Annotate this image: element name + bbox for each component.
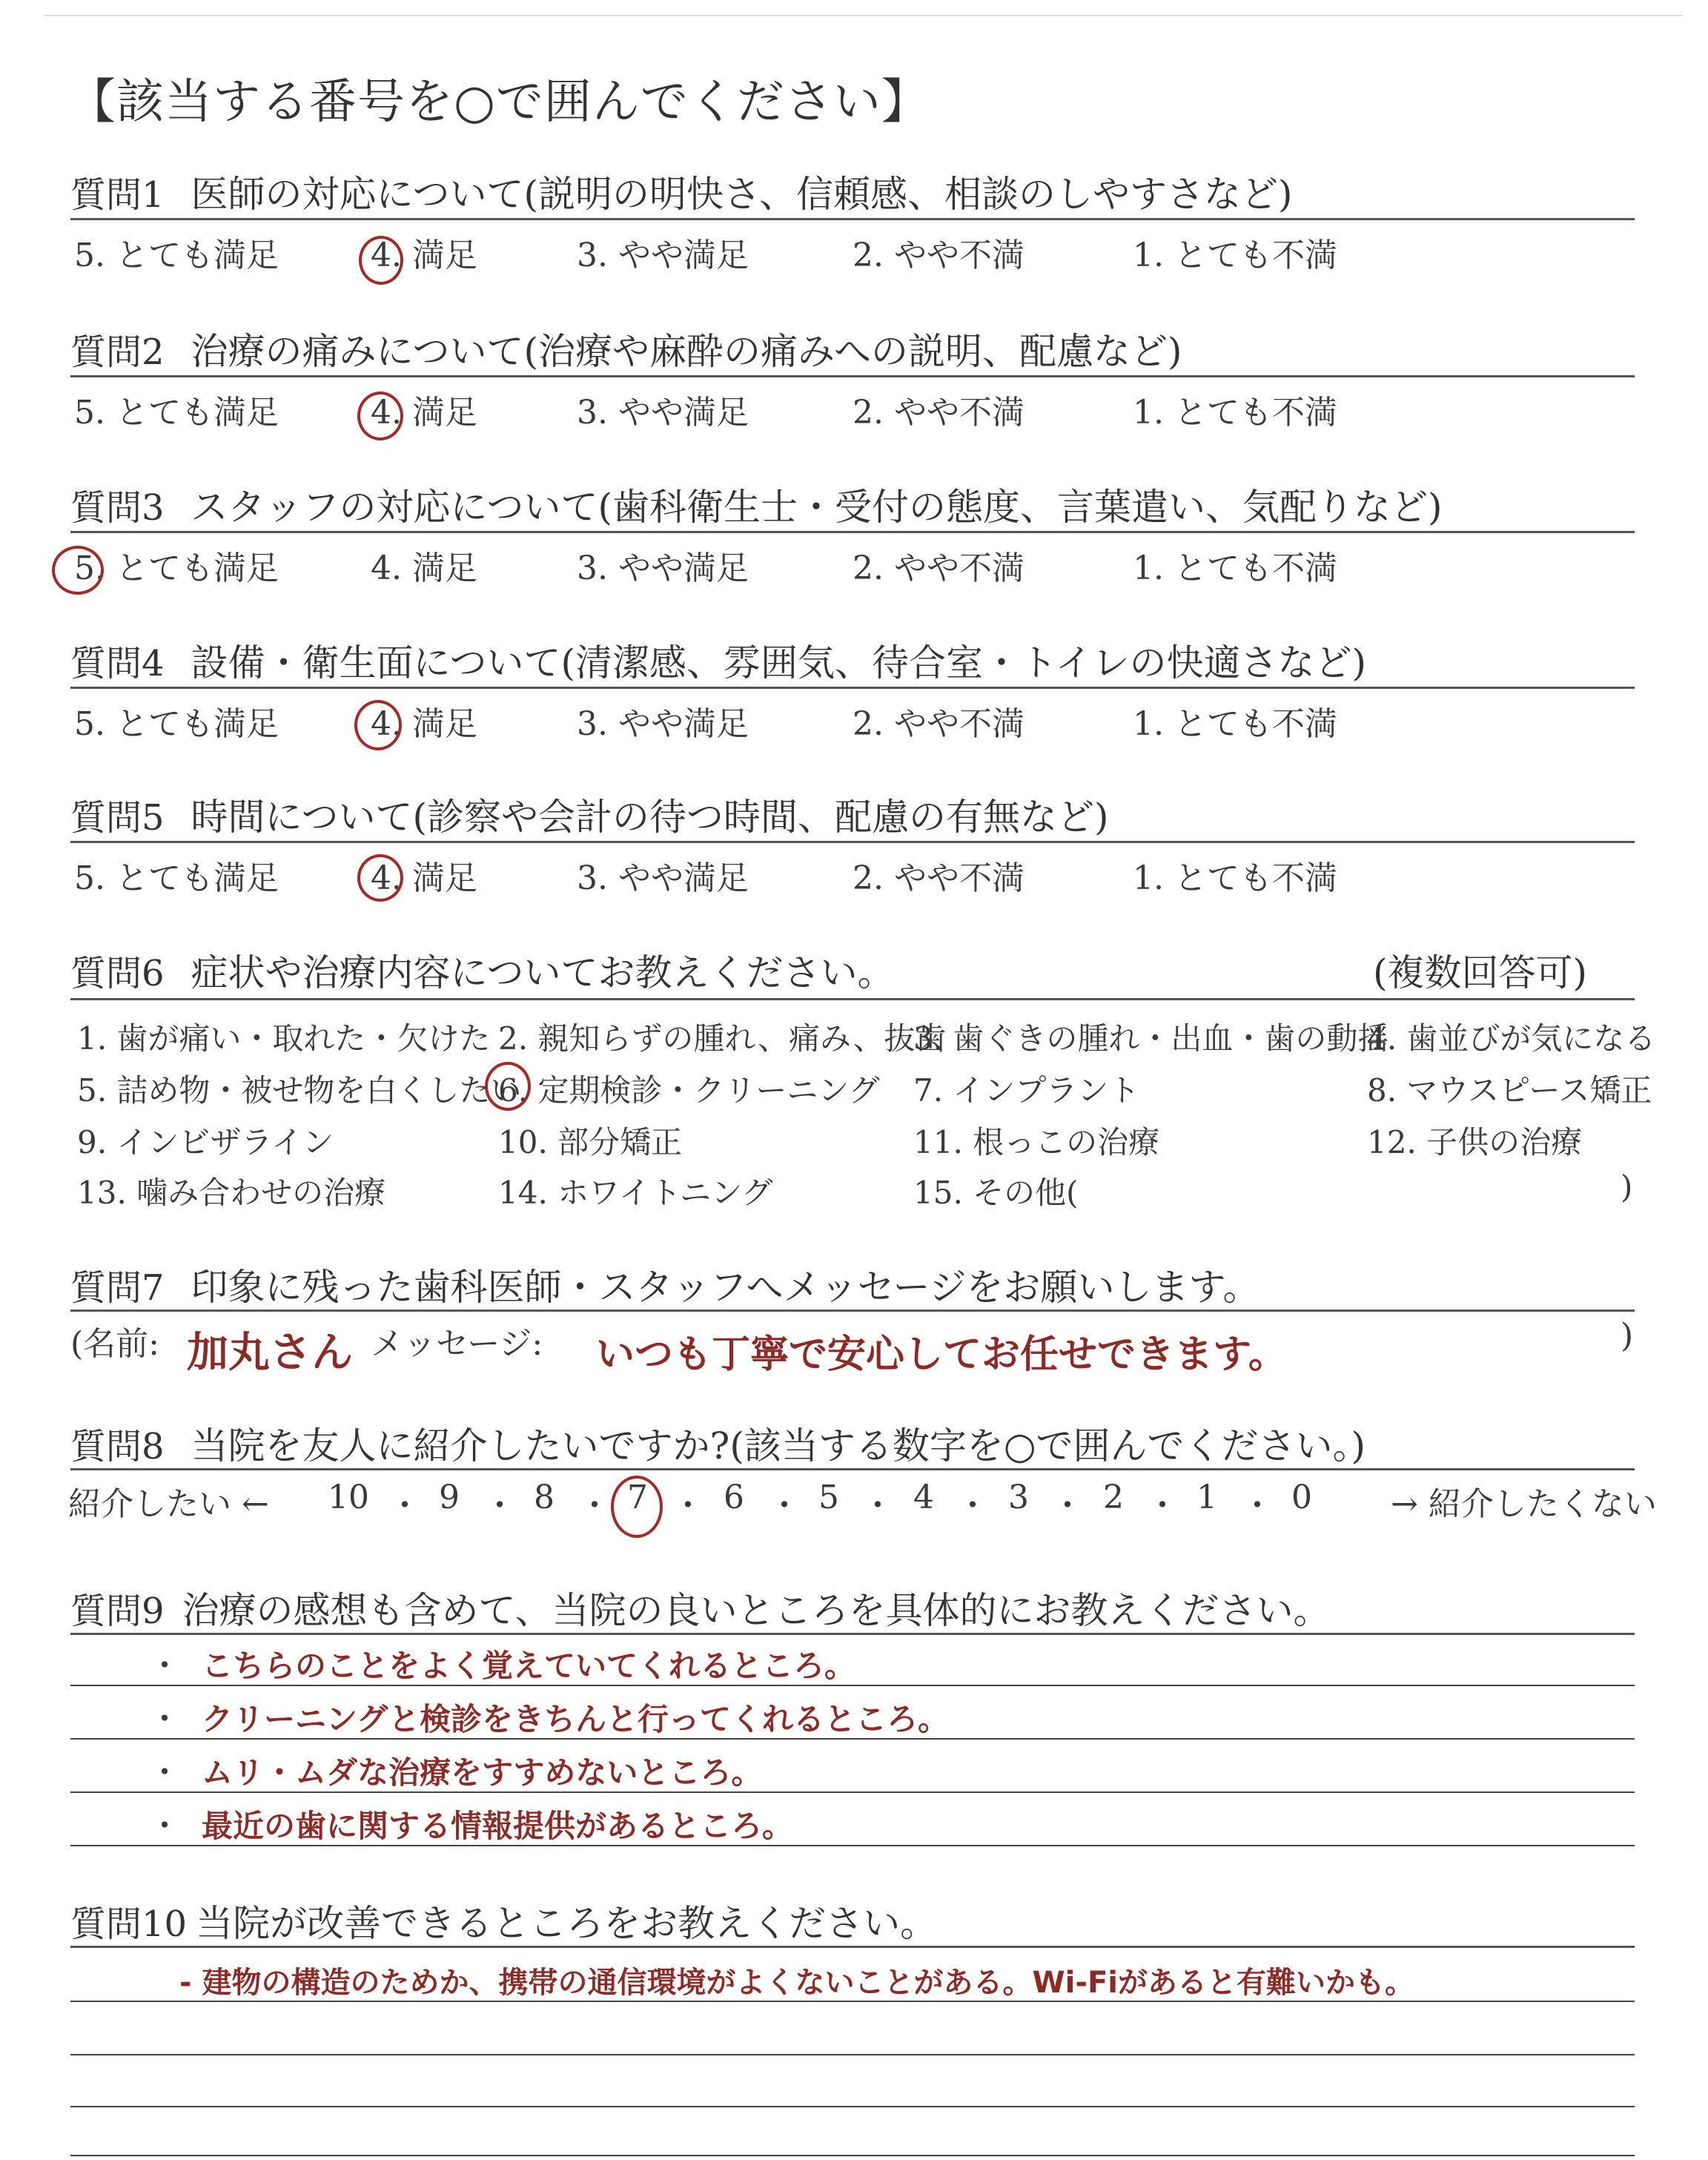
q6-option-13[interactable]: 13. 噛み合わせの治療 bbox=[77, 1175, 386, 1211]
question-7-rule bbox=[70, 1309, 1635, 1312]
question-7-heading bbox=[70, 1258, 1260, 1311]
question-1-label: 質問1 bbox=[70, 174, 165, 216]
q5-selection-mark bbox=[357, 854, 403, 902]
q1-option-3[interactable]: 3. やや満足 bbox=[577, 237, 749, 274]
question-4-text: 設備・衛生面について(清潔感、雰囲気、待合室・トイレの快適さなど) bbox=[191, 641, 1367, 684]
q8-selection-mark bbox=[611, 1476, 663, 1538]
q5-option-1[interactable]: 1. とても不満 bbox=[1133, 859, 1337, 897]
q1-option-5[interactable]: 5. とても満足 bbox=[74, 237, 279, 274]
q5-option-2[interactable]: 2. やや不満 bbox=[853, 859, 1025, 897]
q6-option-14[interactable]: 14. ホワイトニング bbox=[498, 1175, 773, 1211]
q6-option-3[interactable]: 3. 歯ぐきの腫れ・出血・歯の動揺 bbox=[913, 1020, 1389, 1057]
q2-option-1[interactable]: 1. とても不満 bbox=[1133, 394, 1337, 432]
q8-sep: ・ bbox=[768, 1487, 801, 1525]
question-2-label: 質問2 bbox=[70, 331, 165, 373]
q8-scale-8[interactable]: 8 bbox=[534, 1479, 555, 1516]
q2-option-4[interactable]: 4. 満足 bbox=[371, 394, 477, 432]
q8-scale-5[interactable]: 5 bbox=[818, 1479, 839, 1516]
q6-option-2[interactable]: 2. 親知らずの腫れ、痛み、抜歯 bbox=[498, 1020, 947, 1057]
q9-answer-3[interactable]: ムリ・ムダな治療をすすめないところ。 bbox=[202, 1754, 763, 1791]
q8-scale-1[interactable]: 1 bbox=[1196, 1479, 1217, 1516]
q3-option-2[interactable]: 2. やや不満 bbox=[853, 549, 1025, 587]
q10-answer[interactable]: - 建物の構造のためか、携帯の通信環境がよくないことがある。Wi-Fiがあると有難いかも。 bbox=[179, 1966, 1414, 2000]
q3-option-4[interactable]: 4. 満足 bbox=[371, 549, 477, 587]
q8-scale-9[interactable]: 9 bbox=[439, 1479, 460, 1516]
q9-answer-line-1 bbox=[70, 1685, 1635, 1686]
q8-sep: ・ bbox=[1241, 1487, 1274, 1525]
question-10-heading bbox=[70, 1894, 937, 1947]
q10-answer-line-1 bbox=[70, 2001, 1635, 2002]
q8-scale-10[interactable]: 10 bbox=[328, 1479, 369, 1516]
q3-option-5[interactable]: 5. とても満足 bbox=[74, 549, 279, 587]
q6-option-12[interactable]: 12. 子供の治療 bbox=[1367, 1124, 1583, 1160]
q7-message-label: メッセージ: bbox=[371, 1325, 543, 1363]
q4-option-3[interactable]: 3. やや満足 bbox=[577, 705, 749, 743]
q8-sep: ・ bbox=[1146, 1487, 1179, 1525]
q2-option-5[interactable]: 5. とても満足 bbox=[74, 394, 279, 432]
q7-close-paren: ) bbox=[1621, 1317, 1634, 1355]
q10-answer-line-2 bbox=[70, 2054, 1635, 2055]
question-8-rule bbox=[70, 1468, 1635, 1470]
question-6-label: 質問6 bbox=[70, 953, 165, 994]
q5-option-5[interactable]: 5. とても満足 bbox=[74, 859, 279, 897]
question-6-heading bbox=[70, 943, 895, 997]
q10-answer-line-3 bbox=[70, 2106, 1635, 2107]
question-1-text: 医師の対応について(説明の明快さ、信頼感、相談のしやすさなど) bbox=[191, 173, 1293, 216]
page-top-border bbox=[44, 15, 1683, 16]
page-title: 【該当する番号を○で囲んでください】 bbox=[68, 75, 930, 130]
question-7-label: 質問7 bbox=[70, 1267, 165, 1309]
question-3-rule bbox=[70, 531, 1635, 533]
q9-answer-line-3 bbox=[70, 1791, 1635, 1793]
q6-selection-mark bbox=[485, 1062, 531, 1111]
q4-option-5[interactable]: 5. とても満足 bbox=[74, 705, 279, 743]
question-3-label: 質問3 bbox=[70, 487, 165, 529]
q6-option-8[interactable]: 8. マウスピース矯正 bbox=[1367, 1072, 1652, 1109]
q1-option-2[interactable]: 2. やや不満 bbox=[853, 237, 1025, 274]
q1-selection-mark bbox=[359, 236, 403, 285]
question-9-rule bbox=[70, 1633, 1635, 1635]
q4-option-1[interactable]: 1. とても不満 bbox=[1133, 705, 1337, 743]
question-10-label: 質問10 bbox=[70, 1903, 188, 1945]
q3-option-1[interactable]: 1. とても不満 bbox=[1133, 549, 1337, 587]
question-3-text: スタッフの対応について(歯科衛生士・受付の態度、言葉遣い、気配りなど) bbox=[191, 486, 1443, 529]
q8-sep: ・ bbox=[672, 1487, 704, 1525]
question-6-rule bbox=[70, 998, 1635, 1000]
question-5-text: 時間について(診察や会計の待つ時間、配慮の有無など) bbox=[191, 796, 1109, 839]
q4-option-2[interactable]: 2. やや不満 bbox=[853, 705, 1025, 743]
question-4-rule bbox=[70, 687, 1635, 689]
q9-answer-4[interactable]: 最近の歯に関する情報提供があるところ。 bbox=[202, 1808, 794, 1844]
q8-sep: ・ bbox=[388, 1487, 421, 1525]
q2-option-2[interactable]: 2. やや不満 bbox=[853, 394, 1025, 432]
q6-option-4[interactable]: 4. 歯並びが気になる bbox=[1367, 1020, 1656, 1057]
q6-option-10[interactable]: 10. 部分矯正 bbox=[498, 1124, 683, 1160]
q6-option-9[interactable]: 9. インビザライン bbox=[77, 1124, 334, 1160]
question-8-label: 質問8 bbox=[70, 1426, 165, 1467]
q9-answer-2[interactable]: クリーニングと検診をきちんと行ってくれるところ。 bbox=[202, 1701, 950, 1737]
question-9-text: 治療の感想も含めて、当院の良いところを具体的にお教えください。 bbox=[182, 1589, 1331, 1632]
q6-option-11[interactable]: 11. 根っこの治療 bbox=[913, 1124, 1160, 1160]
q9-bullet: ・ bbox=[148, 1807, 181, 1845]
question-2-heading bbox=[70, 322, 1182, 375]
q8-left-label: 紹介したい ← bbox=[68, 1485, 269, 1523]
q6-option-6[interactable]: 6. 定期検診・クリーニング bbox=[498, 1072, 880, 1109]
question-10-text: 当院が改善できるところをお教えください。 bbox=[196, 1902, 938, 1945]
question-5-heading bbox=[70, 787, 1109, 841]
question-7-text: 印象に残った歯科医師・スタッフへメッセージをお願いします。 bbox=[191, 1266, 1260, 1309]
q9-answer-1[interactable]: こちらのことをよく覚えていてくれるところ。 bbox=[202, 1648, 856, 1684]
q5-option-3[interactable]: 3. やや満足 bbox=[577, 859, 749, 897]
q8-scale-6[interactable]: 6 bbox=[724, 1479, 744, 1516]
question-8-heading bbox=[70, 1416, 1366, 1470]
question-10-rule bbox=[70, 1946, 1635, 1948]
q8-sep: ・ bbox=[483, 1487, 516, 1525]
q9-bullet: ・ bbox=[148, 1647, 181, 1685]
q1-option-4[interactable]: 4. 満足 bbox=[371, 237, 477, 274]
q7-name-value[interactable]: 加丸さん bbox=[187, 1329, 353, 1377]
q8-right-label: → 紹介したくない bbox=[1391, 1485, 1657, 1523]
question-9-heading bbox=[70, 1581, 1331, 1634]
question-9-label: 質問9 bbox=[70, 1591, 165, 1632]
q5-option-4[interactable]: 4. 満足 bbox=[371, 859, 477, 897]
q10-answer-line-4 bbox=[70, 2155, 1635, 2156]
q9-answer-line-2 bbox=[70, 1738, 1635, 1740]
q8-sep: ・ bbox=[861, 1487, 894, 1525]
q3-selection-mark bbox=[52, 546, 104, 595]
question-6-text: 症状や治療内容についてお教えください。 bbox=[191, 951, 895, 994]
question-5-rule bbox=[70, 841, 1635, 843]
question-8-text: 当院を友人に紹介したいですか?(該当する数字を○で囲んでください。) bbox=[191, 1424, 1366, 1467]
question-4-label: 質問4 bbox=[70, 643, 165, 684]
q9-bullet: ・ bbox=[148, 1754, 181, 1791]
q6-option-15-close: ) bbox=[1621, 1169, 1633, 1205]
q8-scale-2[interactable]: 2 bbox=[1103, 1479, 1124, 1516]
q7-name-label: (名前: bbox=[70, 1325, 159, 1363]
q6-option-7[interactable]: 7. インプラント bbox=[913, 1072, 1140, 1109]
q8-scale-4[interactable]: 4 bbox=[913, 1479, 934, 1516]
question-6-note: (複数回答可) bbox=[1373, 951, 1588, 994]
q7-message-value[interactable]: いつも丁寧で安心してお任せできます。 bbox=[596, 1332, 1287, 1377]
q9-answer-line-4 bbox=[70, 1845, 1635, 1846]
q4-selection-mark bbox=[354, 700, 402, 750]
question-4-heading bbox=[70, 633, 1366, 687]
q9-bullet: ・ bbox=[148, 1700, 181, 1738]
q8-scale-3[interactable]: 3 bbox=[1008, 1479, 1029, 1516]
q2-option-3[interactable]: 3. やや満足 bbox=[577, 394, 749, 432]
question-3-heading bbox=[70, 478, 1443, 531]
q6-option-5[interactable]: 5. 詰め物・被せ物を白くしたい bbox=[77, 1072, 522, 1109]
q6-option-1[interactable]: 1. 歯が痛い・取れた・欠けた bbox=[77, 1020, 491, 1057]
q1-option-1[interactable]: 1. とても不満 bbox=[1133, 237, 1337, 274]
question-2-text: 治療の痛みについて(治療や麻酔の痛みへの説明、配慮など) bbox=[191, 330, 1182, 373]
q8-sep: ・ bbox=[578, 1487, 611, 1525]
q3-option-3[interactable]: 3. やや満足 bbox=[577, 549, 749, 587]
q8-sep: ・ bbox=[1051, 1487, 1084, 1525]
q8-scale-7[interactable]: 7 bbox=[627, 1479, 648, 1516]
question-1-rule bbox=[70, 218, 1635, 220]
question-1-heading bbox=[70, 165, 1293, 218]
q4-option-4[interactable]: 4. 満足 bbox=[371, 705, 477, 743]
q8-sep: ・ bbox=[956, 1487, 989, 1525]
question-2-rule bbox=[70, 375, 1635, 377]
q6-option-15[interactable]: 15. その他( bbox=[913, 1175, 1079, 1211]
q8-scale-0[interactable]: 0 bbox=[1291, 1479, 1312, 1516]
question-5-label: 質問5 bbox=[70, 797, 165, 839]
q2-selection-mark bbox=[357, 392, 403, 440]
